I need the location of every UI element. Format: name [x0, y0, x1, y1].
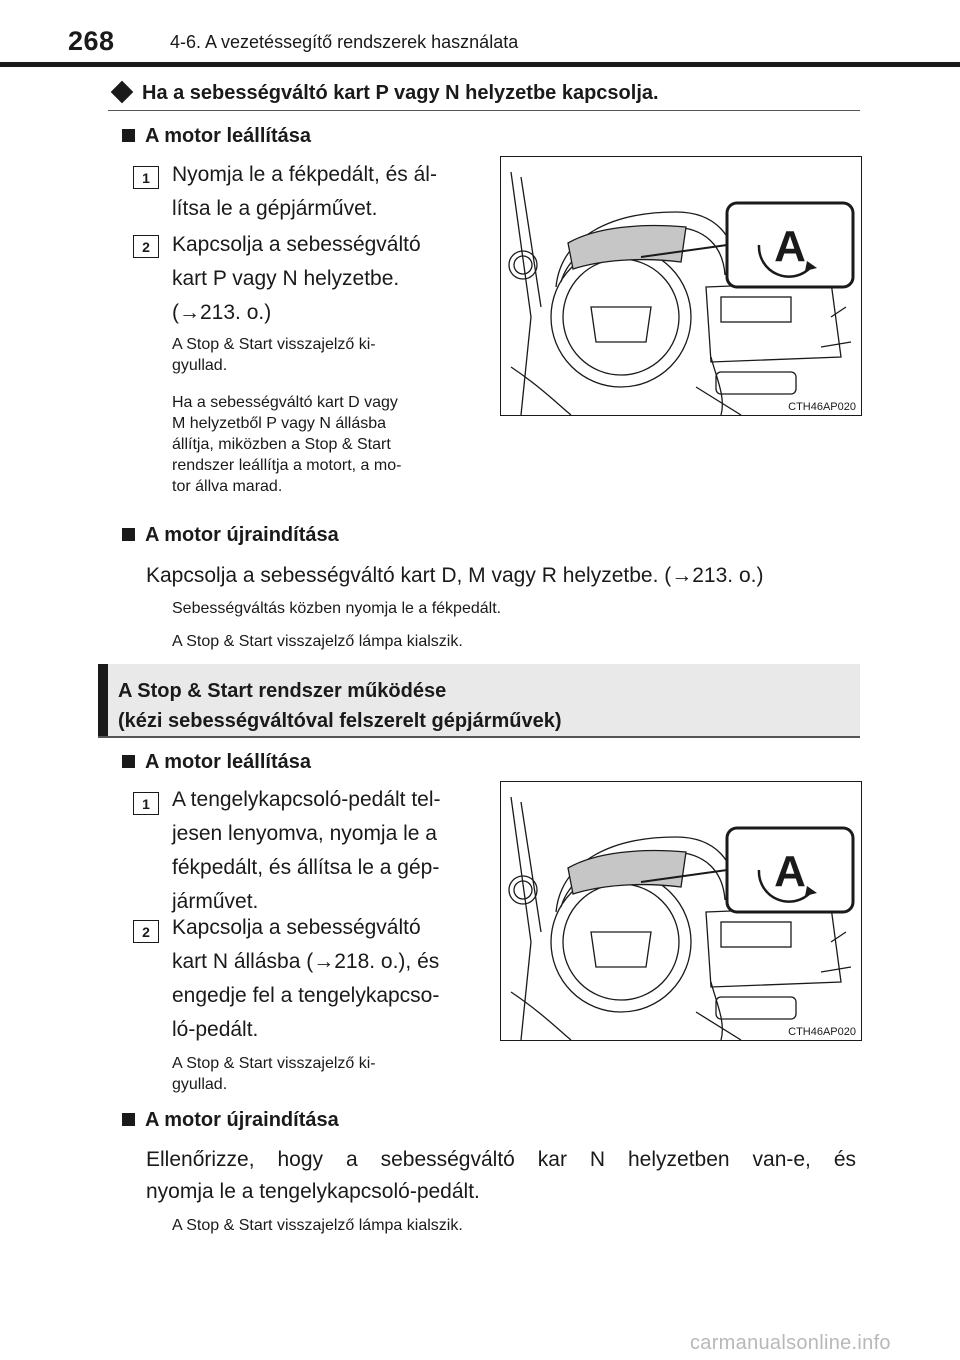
block1-note2	[172, 392, 478, 497]
text-line: A Stop & Start visszajelző ki-	[172, 336, 376, 353]
running-header: 4-6. A vezetéssegítő rendszerek használata	[170, 32, 519, 52]
text-line: lítsa le a gépjárművet.	[172, 197, 378, 220]
block2-heading	[122, 524, 339, 547]
dashboard-drawing	[501, 157, 861, 415]
square-bullet-icon	[122, 755, 135, 768]
square-bullet-icon	[122, 129, 135, 142]
header-rule	[0, 62, 960, 67]
dashboard-drawing	[501, 782, 861, 1040]
block2-note1: Sebességváltás közben nyomja le a fékpedált.	[172, 600, 502, 617]
block3-note	[172, 1053, 478, 1095]
text-line: rendszer leállítja a motort, a mo-	[172, 457, 402, 474]
text-line: nyomja le a tengelykapcsoló-pedált.	[146, 1180, 480, 1203]
block1-note1	[172, 334, 478, 376]
square-bullet-icon	[122, 1113, 135, 1126]
text-line: kart P vagy N helyzetbe.	[172, 267, 400, 290]
callout-label: A	[774, 222, 806, 271]
step-number: 2	[133, 235, 159, 258]
text-line: gyullad.	[172, 357, 228, 374]
section-rule	[98, 736, 860, 738]
figure-code: CTH46AP020	[788, 1026, 856, 1038]
step-number: 1	[133, 166, 159, 189]
text-line: A tengelykapcsoló-pedált tel-	[172, 788, 441, 811]
block1-step1-text	[172, 158, 478, 226]
text-line: M helyzetből P vagy N állásba	[172, 415, 387, 432]
text-line: (→213. o.)	[172, 301, 272, 324]
text-line: A Stop & Start visszajelző ki-	[172, 1055, 376, 1072]
text-line: állítja, miközben a Stop & Start	[172, 436, 391, 453]
text-line: járművet.	[172, 890, 259, 913]
block2-text: Kapcsolja a sebességváltó kart D, M vagy R helyzetbe. (→213. o.)	[146, 564, 764, 587]
block4-heading-text: A motor újraindítása	[145, 1109, 339, 1131]
text-line: Ha a sebességváltó kart D vagy	[172, 394, 398, 411]
section-title-line: (kézi sebességváltóval felszerelt gépjárművek)	[118, 710, 562, 732]
block1-step2-text	[172, 228, 478, 330]
block2-note2: A Stop & Start visszajelző lámpa kialszik.	[172, 633, 463, 650]
section-title-line: A Stop & Start rendszer működése	[118, 680, 447, 702]
square-bullet-icon	[122, 528, 135, 541]
block4-text	[146, 1144, 856, 1208]
text-line: kart N állásba (→218. o.), és	[172, 950, 440, 973]
text-line: Ellenőrizze, hogy a sebességváltó kar N helyzetben van-e, és	[146, 1148, 856, 1171]
text-line: gyullad.	[172, 1076, 228, 1093]
text-line: Nyomja le a fékpedált, és ál-	[172, 163, 437, 186]
text-line: tor állva marad.	[172, 478, 283, 495]
diamond-bullet-icon	[111, 81, 134, 104]
block2-heading-text: A motor újraindítása	[145, 524, 339, 546]
section-title	[118, 676, 562, 736]
block3-step2-text	[172, 911, 478, 1047]
block1-heading	[122, 125, 311, 148]
heading-rule	[108, 110, 860, 111]
block3-heading-text: A motor leállítása	[145, 751, 311, 773]
block3-step1-text	[172, 783, 478, 919]
step-number: 1	[133, 792, 159, 815]
text-line: Kapcsolja a sebességváltó	[172, 233, 421, 256]
text-line: engedje fel a tengelykapcso-	[172, 984, 440, 1007]
text-line: ló-pedált.	[172, 1018, 259, 1041]
callout-label: A	[774, 847, 806, 896]
dashboard-illustration-2	[500, 781, 862, 1041]
block4-note: A Stop & Start visszajelző lámpa kialszik.	[172, 1217, 463, 1234]
figure-code: CTH46AP020	[788, 401, 856, 413]
step-number: 2	[133, 920, 159, 943]
text-line: fékpedált, és állítsa le a gép-	[172, 856, 440, 879]
main-heading-text: Ha a sebességváltó kart P vagy N helyzetbe kapcsolja.	[142, 82, 659, 104]
block1-heading-text: A motor leállítása	[145, 125, 311, 147]
dashboard-illustration-1	[500, 156, 862, 416]
text-line: jesen lenyomva, nyomja le a	[172, 822, 437, 845]
block3-heading	[122, 751, 311, 774]
text-line: Kapcsolja a sebességváltó	[172, 916, 421, 939]
block4-heading	[122, 1109, 339, 1132]
watermark: carmanualsonline.info	[690, 1332, 891, 1354]
main-heading	[110, 82, 659, 105]
page-number: 268	[68, 26, 115, 56]
